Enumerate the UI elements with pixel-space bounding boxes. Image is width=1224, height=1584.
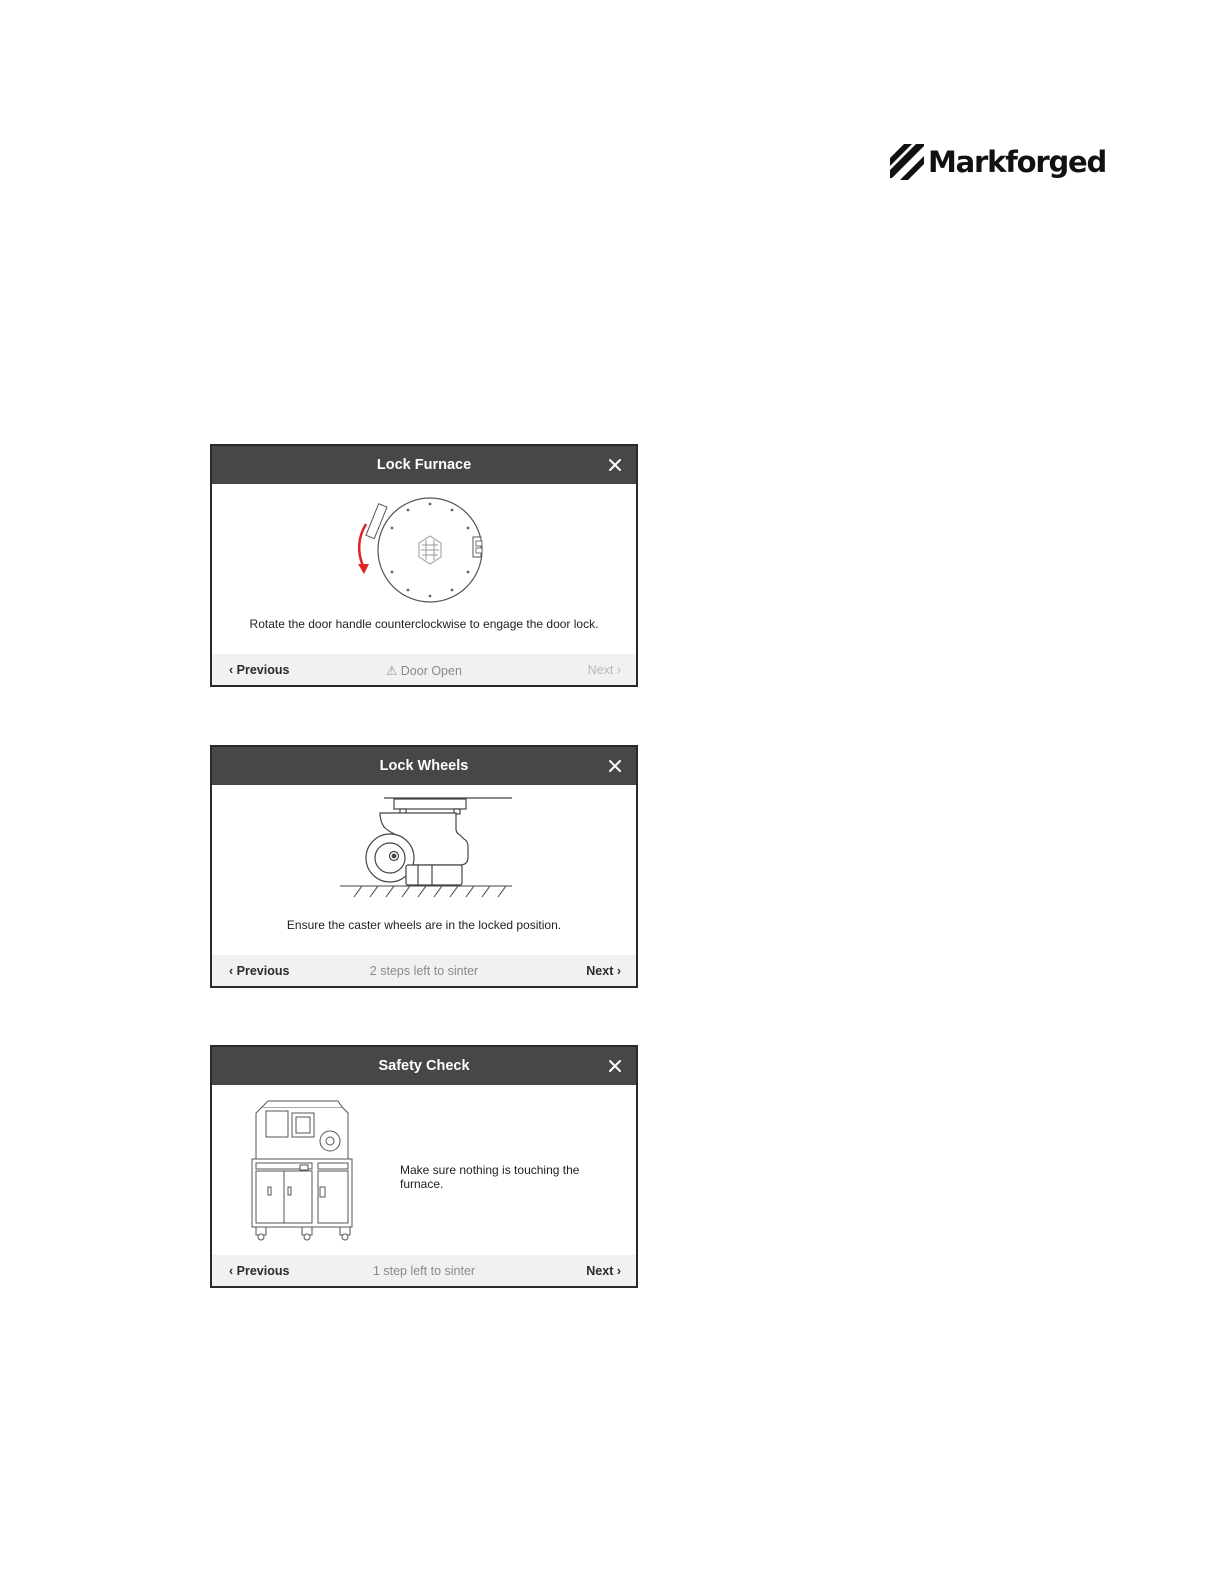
instruction-text: Make sure nothing is touching the furnace. (400, 1163, 580, 1191)
previous-button[interactable]: ‹ Previous (229, 964, 290, 978)
door-open-status: ⚠ Door Open (386, 664, 462, 678)
next-button[interactable]: Next › (587, 663, 621, 677)
close-icon[interactable] (608, 1059, 622, 1073)
close-icon[interactable] (608, 458, 622, 472)
dialog-title: Safety Check (378, 1058, 470, 1074)
lock-wheels-dialog (210, 745, 638, 988)
instruction-text: Rotate the door handle counterclockwise to engage the door lock. (249, 617, 599, 631)
dialog-footer (212, 1255, 636, 1286)
brand-name: Markforged (928, 145, 1107, 179)
next-button[interactable]: Next › (586, 964, 621, 978)
steps-left-status: 1 step left to sinter (372, 1264, 476, 1278)
furnace-machine-icon (248, 1099, 358, 1241)
previous-button[interactable]: ‹ Previous (229, 663, 290, 677)
dialog-footer (212, 955, 636, 986)
instruction-text: Ensure the caster wheels are in the locked position. (286, 918, 562, 932)
dialog-body (212, 785, 636, 955)
safety-check-dialog (210, 1045, 638, 1288)
dialog-header (212, 1047, 636, 1085)
dialog-title: Lock Furnace (376, 457, 472, 473)
previous-button[interactable]: ‹ Previous (229, 1264, 290, 1278)
close-icon[interactable] (608, 759, 622, 773)
steps-left-status: 2 steps left to sinter (369, 964, 479, 978)
markforged-logo (890, 144, 1106, 180)
furnace-door-icon (342, 492, 502, 604)
dialog-header (212, 747, 636, 785)
dialog-body (212, 1085, 636, 1255)
caster-wheel-icon (340, 785, 512, 907)
dialog-body (212, 484, 636, 654)
dialog-footer (212, 654, 636, 685)
dialog-title: Lock Wheels (379, 758, 469, 774)
next-button[interactable]: Next › (586, 1264, 621, 1278)
markforged-logo-icon (890, 144, 924, 180)
lock-furnace-dialog (210, 444, 638, 687)
dialog-header (212, 446, 636, 484)
